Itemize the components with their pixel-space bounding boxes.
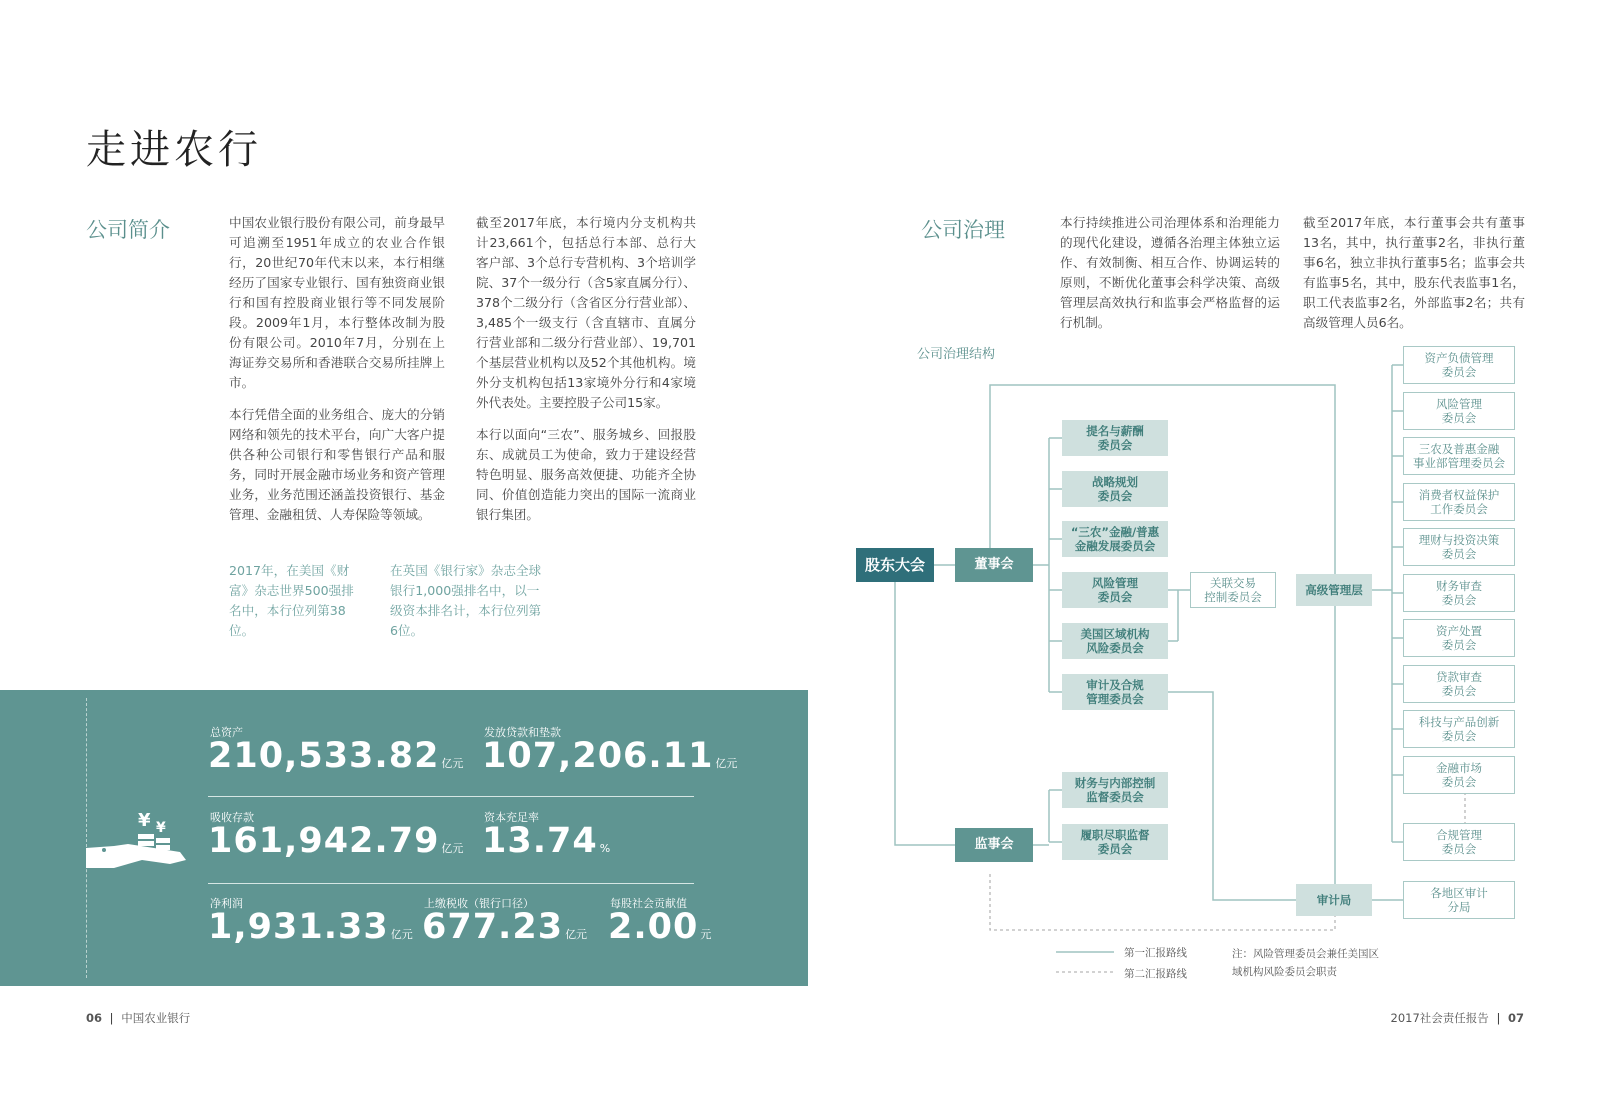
intro-paragraph: 中国农业银行股份有限公司，前身最早可追溯至1951年成立的农业合作银行，20世纪70年代末以来，本行相继经历了国家专业银行、国有独资商业银行和国有控股商业银行等不同发展阶段。2009年1月，本行整体改制为股份有限公司。2010年7月，分别在上海证券交易所和香港联合交易所挂牌上市。 [229,215,445,390]
org-board-of-supervisors: 监事会 [955,828,1033,862]
stat-value: 2.00 [608,907,699,947]
stat-unit: 元 [700,928,712,941]
org-board-of-directors: 董事会 [955,548,1033,582]
org-mgmt-committee: 风险管理 委员会 [1403,392,1515,430]
governance-paragraph: 截至2017年底，本行董事会共有董事13名，其中，执行董事2名，非执行董事6名，独立非执行董事5名；监事会共有监事5名，其中，股东代表监事1名，职工代表监事2名，外部监事2名；共有高级管理人员6名。 [1303,215,1525,330]
org-mgmt-committee: 财务审查 委员会 [1403,574,1515,612]
page-title: 走进农行 [86,127,262,173]
footer-separator: | [1496,1011,1501,1025]
intro-paragraph: 本行凭借全面的业务组合、庞大的分销网络和领先的技术平台，向广大客户提供各种公司银行和零售银行产品和服务，同时开展金融市场业务和资产管理业务，业务范围还涵盖投资银行、基金管理、金融租赁、人寿保险等领域。 [229,407,445,522]
fortune-ranking-note: 2017年，在美国《财富》杂志世界500强排名中，本行位列第38位。 [229,563,354,638]
org-shareholders-meeting: 股东大会 [856,548,934,582]
stat-label: 总资产 [210,726,243,739]
svg-text:¥: ¥ [156,820,166,836]
stat-unit: 亿元 [390,928,413,941]
org-mgmt-committee: 消费者权益保护 工作委员会 [1403,483,1515,521]
intro-paragraph: 本行以面向“三农”、服务城乡、回报股东、成就员工为使命，致力于建设经营特色明显、服务高效便捷、功能齐全协同、价值创造能力突出的国际一流商业银行集团。 [476,427,696,522]
stat-unit: % [599,842,611,855]
legend-first-line-label: 第一汇报路线 [1124,947,1187,959]
stat-label: 净利润 [210,897,243,910]
org-supervisor-committee: 财务与内部控制 监督委员会 [1062,772,1168,808]
org-audit-bureau: 审计局 [1296,884,1372,916]
footer-separator: | [109,1011,114,1025]
footer-report-name: 2017社会责任报告 [1390,1011,1489,1025]
org-regional-audit-branch: 各地区审计 分局 [1403,881,1515,919]
stat-label: 每股社会贡献值 [610,897,687,910]
org-senior-management: 高级管理层 [1296,574,1372,606]
org-supervisor-committee: 履职尽职监督 委员会 [1062,824,1168,860]
footer-bank-name: 中国农业银行 [121,1011,191,1025]
org-board-committee: 提名与薪酬 委员会 [1062,420,1168,456]
org-mgmt-committee: 金融市场 委员会 [1403,756,1515,794]
org-board-committee: 美国区域机构 风险委员会 [1062,623,1168,659]
stat-label: 上缴税收（银行口径） [424,897,534,910]
stat-value: 677.23 [422,907,564,947]
stat-value: 1,931.33 [208,907,389,947]
section-title-intro: 公司简介 [86,218,170,242]
section-title-governance: 公司治理 [921,218,1005,242]
stat-label: 吸收存款 [210,811,254,824]
stat-label: 资本充足率 [484,811,539,824]
org-board-committee: “三农”金融/普惠 金融发展委员会 [1062,521,1168,557]
org-mgmt-committee: 资产处置 委员会 [1403,619,1515,657]
page-number: 07 [1507,1011,1524,1025]
legend-second-line-label: 第二汇报路线 [1124,968,1187,980]
banker-ranking-note: 在英国《银行家》杂志全球银行1,000强排名中，以一级资本排名计，本行位列第6位。 [390,563,542,638]
org-board-committee: 审计及合规 管理委员会 [1062,674,1168,710]
footer-right [1391,1010,1524,1026]
stat-unit: 亿元 [715,757,738,770]
stat-label: 发放贷款和垫款 [484,726,561,739]
stat-value: 13.74 [482,821,598,861]
org-mgmt-committee: 三农及普惠金融 事业部管理委员会 [1403,437,1515,475]
org-board-committee: 战略规划 委员会 [1062,471,1168,507]
org-board-committee: 风险管理 委员会 [1062,572,1168,608]
stat-value: 161,942.79 [208,821,440,861]
org-mgmt-committee: 贷款审查 委员会 [1403,665,1515,703]
stat-unit: 亿元 [441,842,464,855]
intro-paragraph: 截至2017年底，本行境内分支机构共计23,661个，包括总行本部、总行大客户部、3个总行专营机构、3个培训学院、37个一级分行（含5家直属分行）、378个二级分行（含省区分行营业部）、3,485个一级支行（含直辖市、直属分行营业部和二级分行营业部）、19,701个基层营业机构以及52个其他机构。境外分支机构包括13家境外分行和4家境外代表处。主要控股子公司15家。 [476,215,696,410]
stat-value: 210,533.82 [208,736,440,776]
page-number: 06 [86,1011,103,1025]
org-related-transaction-committee: 关联交易 控制委员会 [1190,572,1276,608]
org-chart-caption: 公司治理结构 [917,347,996,362]
stat-unit: 亿元 [441,757,464,770]
svg-text:¥: ¥ [138,810,151,831]
org-mgmt-committee: 合规管理 委员会 [1403,823,1515,861]
stat-value: 107,206.11 [482,736,714,776]
org-mgmt-committee: 资产负债管理 委员会 [1403,346,1515,384]
org-mgmt-committee: 科技与产品创新 委员会 [1403,710,1515,748]
legend-note: 注：风险管理委员会兼任美国区域机构风险委员会职责 [1232,948,1379,978]
stat-unit: 亿元 [565,928,588,941]
governance-paragraph: 本行持续推进公司治理体系和治理能力的现代化建设，遵循各治理主体独立运作、有效制衡、相互合作、协调运转的原则，不断优化董事会科学决策、高级管理层高效执行和监事会严格监督的运行机制。 [1060,215,1280,330]
org-mgmt-committee: 理财与投资决策 委员会 [1403,528,1515,566]
